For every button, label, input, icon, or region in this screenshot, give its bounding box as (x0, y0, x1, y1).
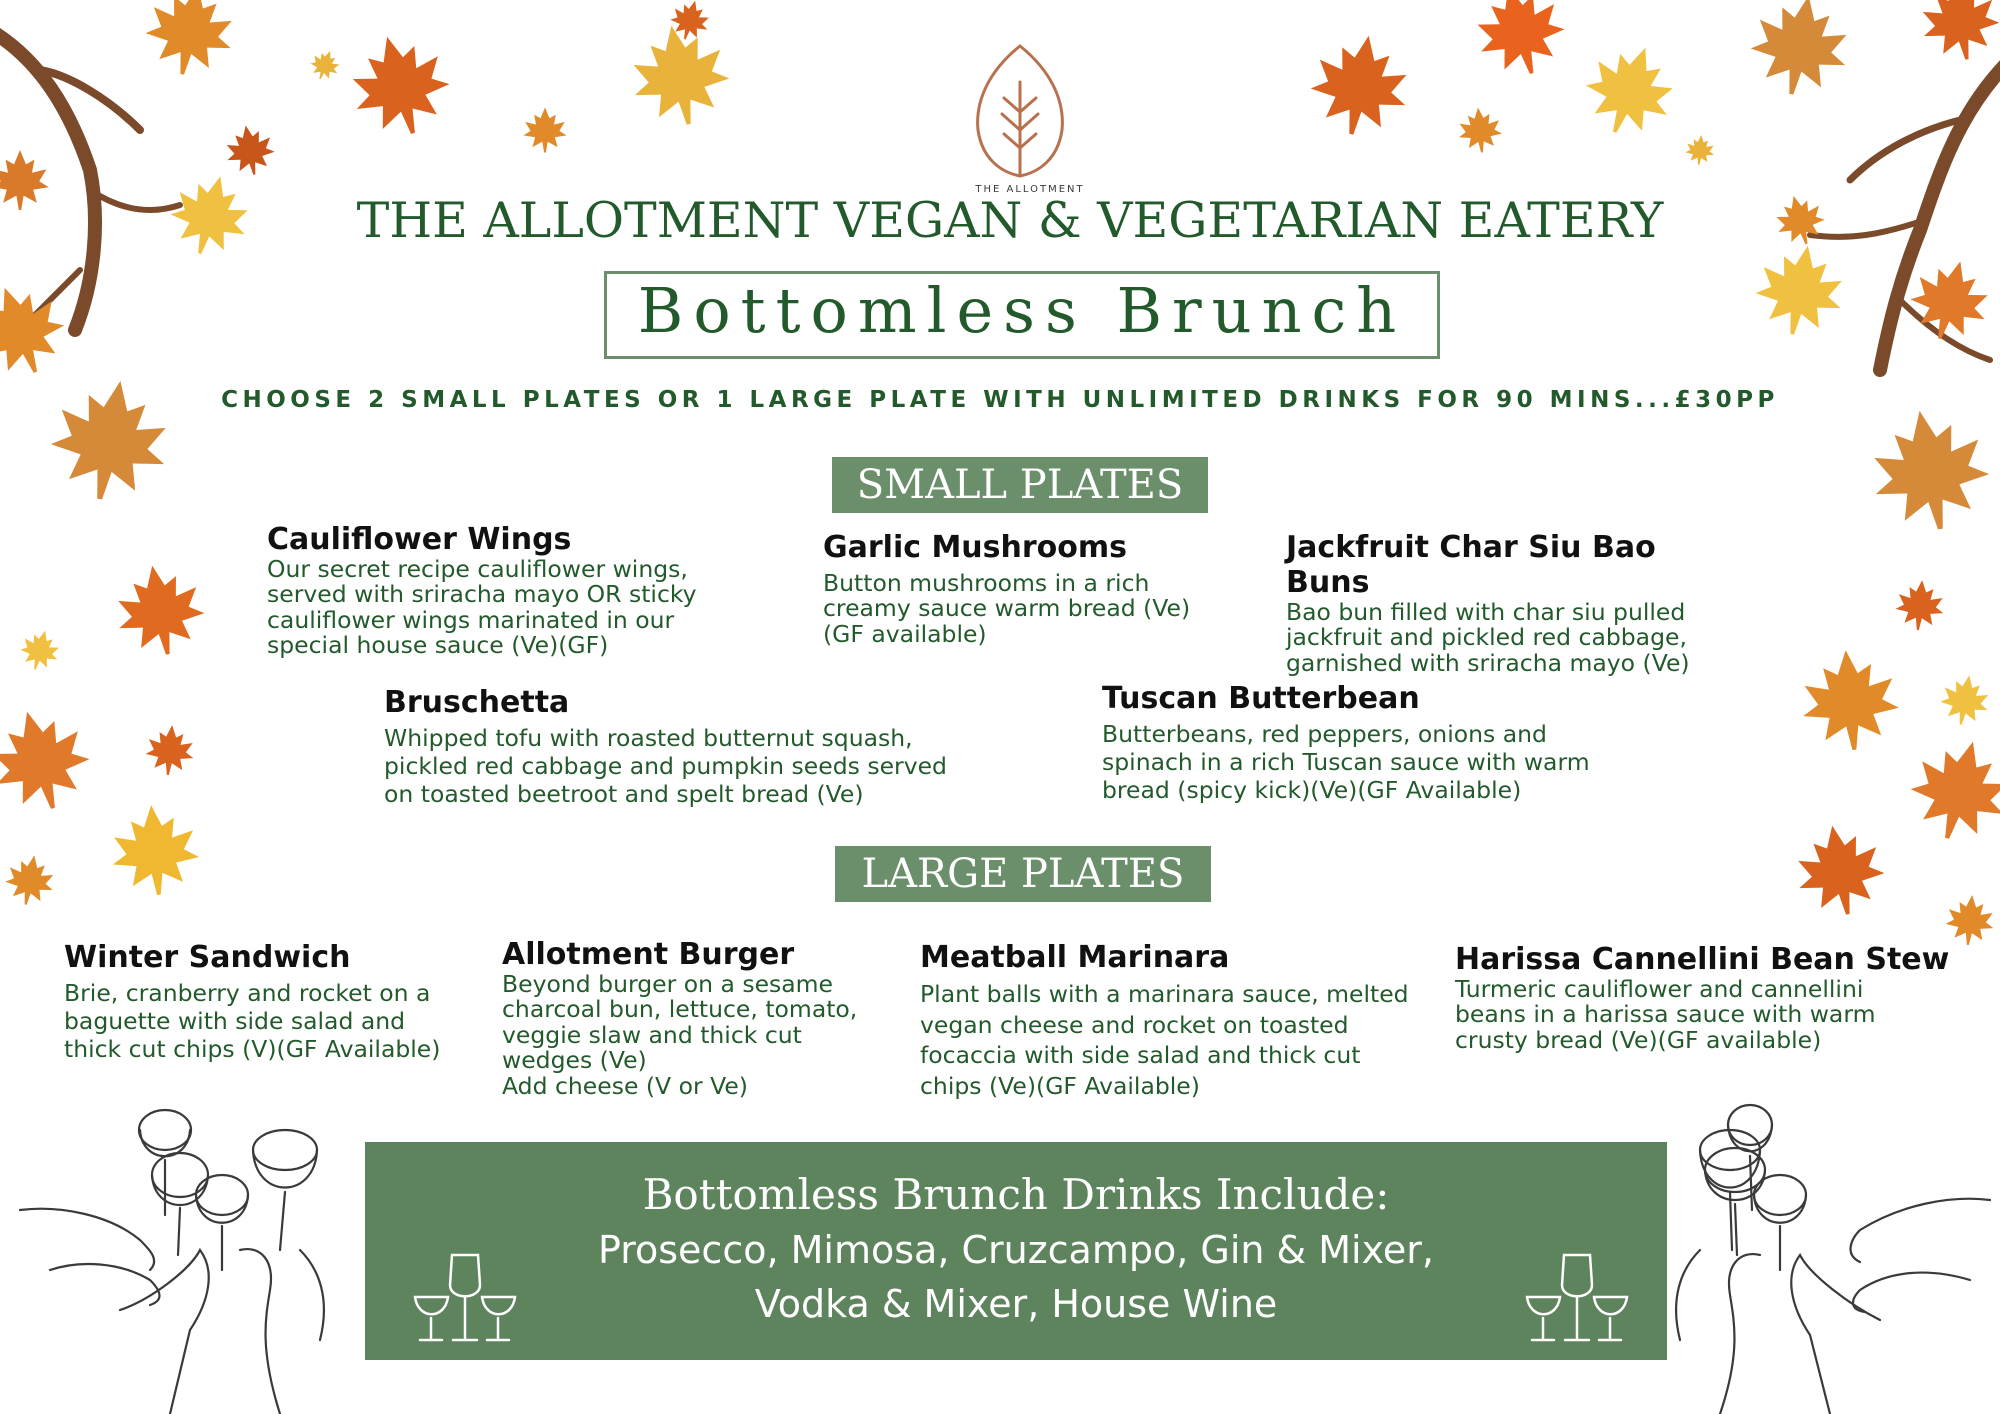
dish-desc-line: veggie slaw and thick cut (502, 1020, 802, 1049)
dish-desc-line: Button mushrooms in a rich (823, 569, 1150, 597)
dish-name: Jackfruit Char Siu Bao Buns (1286, 530, 1656, 600)
drinks-title: Bottomless Brunch Drinks Include: (642, 1170, 1390, 1219)
dish-desc-line: charcoal bun, lettuce, tomato, (502, 995, 858, 1024)
page-subtitle: Bottomless Brunch (637, 274, 1407, 347)
dish-desc-line: Plant balls with a marinara sauce, melted (920, 980, 1409, 1008)
dish-desc-line: jackfruit and pickled red cabbage, (1286, 623, 1687, 652)
dish-desc-line: bread (spicy kick)(Ve)(GF Available) (1102, 776, 1522, 805)
dish-desc-line: beans in a harissa sauce with warm (1455, 1000, 1876, 1029)
dish-desc-line: wedges (Ve) (502, 1046, 647, 1075)
dish-desc-line: Our secret recipe cauliflower wings, (267, 555, 688, 583)
dish-desc-line: on toasted beetroot and spelt bread (Ve) (384, 780, 864, 809)
large-plates-heading: LARGE PLATES (835, 846, 1211, 902)
dish-desc-line: served with sriracha mayo OR sticky (267, 580, 697, 609)
dish-desc-line: cauliflower wings marinated in our (267, 605, 675, 634)
dish-name: Winter Sandwich (64, 940, 351, 975)
dish-desc-line: Turmeric cauliflower and cannellini (1455, 975, 1864, 1003)
dish-desc-line: Brie, cranberry and rocket on a (64, 979, 431, 1007)
dish-name: Garlic Mushrooms (823, 530, 1128, 565)
dish-desc-line: Butterbeans, red peppers, onions and (1102, 720, 1547, 748)
dish-desc-line: garnished with sriracha mayo (Ve) (1286, 648, 1690, 677)
dish-desc-line: focaccia with side salad and thick cut (920, 1041, 1361, 1070)
dish-desc-line: pickled red cabbage and pumpkin seeds served (384, 752, 947, 781)
dish-desc-line: spinach in a rich Tuscan sauce with warm (1102, 748, 1590, 777)
dish-desc-line: (GF available) (823, 619, 987, 648)
brand-logo-text: THE ALLOTMENT (975, 184, 1085, 195)
dish-desc-line: Bao bun filled with char siu pulled (1286, 598, 1686, 626)
dish-desc-line: creamy sauce warm bread (Ve) (823, 594, 1191, 623)
drinks-list-line: Vodka & Mixer, House Wine (754, 1282, 1278, 1326)
dish-desc-line: Whipped tofu with roasted butternut squash, (384, 724, 913, 752)
dish-desc-line: Add cheese (V or Ve) (502, 1071, 748, 1100)
dish-name: Meatball Marinara (920, 940, 1230, 975)
dish-desc-line: baguette with side salad and (64, 1007, 406, 1036)
dish-desc-line: vegan cheese and rocket on toasted (920, 1010, 1349, 1039)
page-title: THE ALLOTMENT VEGAN & VEGETARIAN EATERY (356, 192, 1664, 249)
drinks-list-line: Prosecco, Mimosa, Cruzcampo, Gin & Mixer, (597, 1228, 1435, 1272)
dish-desc-line: special house sauce (Ve)(GF) (267, 631, 609, 660)
dish-desc-line: crusty bread (Ve)(GF available) (1455, 1025, 1822, 1054)
dish-desc-line: Beyond burger on a sesame (502, 970, 834, 998)
dish-name: Cauliflower Wings (267, 522, 572, 557)
offer-line: CHOOSE 2 SMALL PLATES OR 1 LARGE PLATE WITH UNLIMITED DRINKS FOR 90 MINS...£30PP (221, 387, 1779, 413)
dish-desc-line: chips (Ve)(GF Available) (920, 1071, 1200, 1100)
dish-desc-line: thick cut chips (V)(GF Available) (64, 1035, 441, 1064)
dish-name: Bruschetta (384, 685, 570, 720)
dish-name: Allotment Burger (502, 937, 795, 972)
small-plates-heading: SMALL PLATES (832, 457, 1208, 513)
dish-name: Harissa Cannellini Bean Stew (1455, 942, 1950, 977)
dish-name: Tuscan Butterbean (1102, 681, 1420, 716)
